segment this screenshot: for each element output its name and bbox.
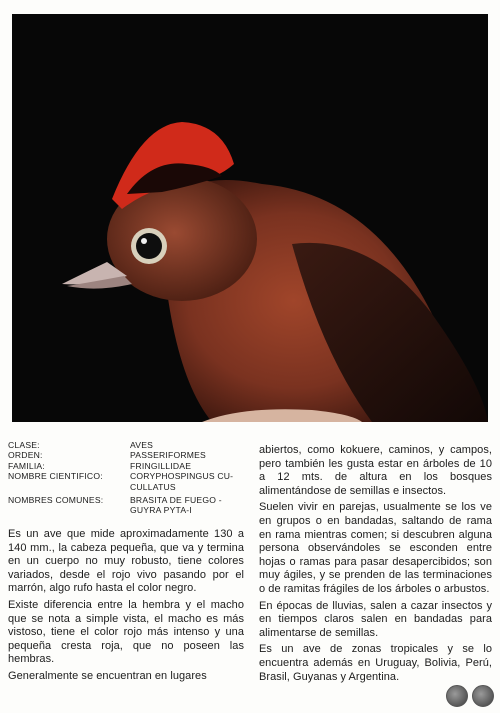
red-pileated-finch-illustration	[12, 14, 488, 422]
left-column-text	[8, 528, 244, 687]
fact-label: ORDEN:	[8, 450, 43, 461]
fact-nombre-cientifico	[8, 471, 254, 492]
fact-value: BRASITA DE FUEGO - GUYRA PYTA-I	[130, 495, 222, 516]
classification-table	[8, 440, 254, 516]
fact-value: PASSERIFORMES	[130, 450, 206, 461]
fact-label: NOMBRES COMUNES:	[8, 495, 104, 506]
paragraph: En épocas de lluvias, salen a cazar insectos y en tiempos claros salen en bandadas para alimentarse de semillas.	[259, 599, 492, 639]
paragraph: Suelen vivir en parejas, usualmente se los ve en grupos o en bandadas, saltando de rama en rama mientras comen; si descubren alguna persona observándoles se esconden entre hojas o ramas para pasar desapercibidos; son muy ágiles, y se prenden de las terminaciones o de ramitas frágiles de los árboles o arbustos.	[259, 501, 492, 595]
paragraph: Es un ave que mide aproximadamente 130 a 140 mm., la cabeza pequeña, que va y termina en un cuerpo no muy robusto, tiene colores variados, desde el rojo vivo pasando por el marrón, algo rufo hasta el color negro.	[8, 528, 244, 595]
fact-clase	[8, 440, 254, 450]
fact-familia	[8, 461, 254, 471]
publisher-logos	[446, 685, 494, 707]
paragraph: Generalmente se encuentran en lugares	[8, 669, 207, 682]
fact-nombres-comunes	[8, 495, 254, 516]
paragraph: abiertos, como kokuere, caminos, y campos, pero también les gusta estar en árboles de 10 a 12 mts. de altura en los bosques alimentándose de semillas e insectos.	[259, 444, 492, 497]
fact-label: FAMILIA:	[8, 460, 45, 471]
bird-photo	[12, 14, 488, 422]
paragraph: Es un ave de zonas tropicales y se lo encuentra además en Uruguay, Bolivia, Perú, Brasil, Guyanas y Argentina.	[259, 643, 492, 683]
fact-value: AVES	[130, 440, 154, 450]
fact-label: NOMBRE CIENTIFICO:	[8, 471, 103, 482]
publisher-logo-1-icon	[446, 685, 468, 707]
fact-value: CORYPHOSPINGUS CU- CULLATUS	[130, 471, 234, 492]
fact-label: CLASE:	[8, 440, 40, 450]
paragraph: Existe diferencia entre la hembra y el macho que se nota a simple vista, el macho es más vistoso, tiene el color rojo más intenso y una pequeña cresta roja, que no poseen las hembras.	[8, 598, 244, 666]
fact-orden	[8, 450, 254, 460]
fact-value: FRINGILLIDAE	[130, 460, 192, 471]
right-column-text	[259, 444, 492, 687]
publisher-logo-2-icon	[472, 685, 494, 707]
